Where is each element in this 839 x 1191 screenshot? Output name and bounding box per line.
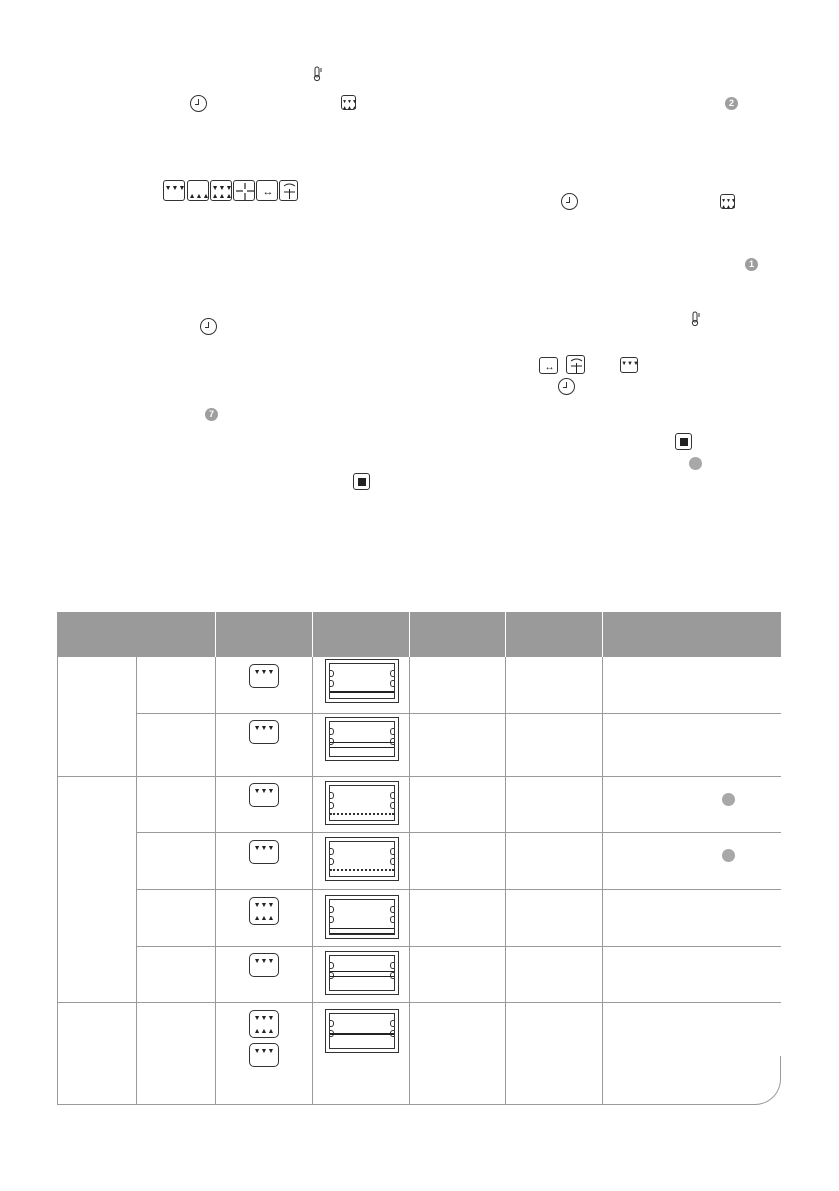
svg-text:▼▼▼: ▼▼▼: [211, 185, 233, 192]
bottom-heat-key-icon: [187, 180, 209, 201]
arrows-key-icon: [539, 357, 558, 374]
top-heat-icon: [249, 720, 279, 744]
thermometer-icon: [691, 311, 701, 327]
step-bullet-1: 1: [745, 258, 758, 271]
top-heat-key-icon: [620, 357, 638, 373]
svg-text:▲▲▲: ▲▲▲: [188, 193, 210, 200]
top-bottom-heat-key-icon: [341, 95, 356, 110]
rack-position-diagram: [325, 717, 399, 761]
rack-position-diagram: [325, 951, 399, 995]
reference-dot: [689, 457, 702, 470]
svg-text:▼▼▼: ▼▼▼: [253, 845, 275, 852]
top-heat-icon: [249, 1043, 279, 1067]
clock-icon: [200, 318, 217, 335]
svg-text:▼▼▼: ▼▼▼: [621, 361, 639, 367]
svg-text:▲▲▲: ▲▲▲: [211, 193, 233, 200]
baking-table: [57, 612, 781, 1105]
svg-text:▼▼▼: ▼▼▼: [721, 198, 736, 204]
svg-text:▼▼▼: ▼▼▼: [253, 788, 275, 795]
top-heat-icon: [249, 783, 279, 807]
rack-position-diagram: [325, 659, 399, 703]
reference-dot: [722, 849, 735, 862]
top-bottom-heat-icon: [249, 1010, 279, 1038]
top-heat-icon: [249, 664, 279, 688]
reference-dot: [722, 793, 735, 806]
rack-position-diagram: [325, 895, 399, 939]
svg-text:▼▼▼: ▼▼▼: [253, 902, 275, 909]
clock-icon: [190, 95, 207, 112]
table-header: [57, 612, 781, 657]
svg-text:▲▲▲: ▲▲▲: [253, 1028, 275, 1035]
clock-icon: [558, 378, 575, 395]
rack-position-diagram: [325, 781, 399, 825]
svg-text:↔: ↔: [544, 362, 555, 373]
rack-position-diagram: [325, 837, 399, 881]
top-bottom-heat-icon: [249, 897, 279, 925]
thermometer-icon: [313, 66, 323, 82]
svg-text:▼▼▼: ▼▼▼: [253, 958, 275, 965]
oven-mode-keys: [163, 180, 298, 202]
stop-key-icon: [353, 473, 370, 490]
step-bullet-7: 7: [205, 408, 218, 421]
svg-text:▼▼▼: ▼▼▼: [253, 669, 275, 676]
top-heat-key-icon: [163, 180, 185, 201]
top-bottom-heat-key-icon: [720, 194, 735, 209]
stop-key-icon: [675, 433, 692, 450]
svg-text:▼▼▼: ▼▼▼: [253, 1048, 275, 1055]
svg-text:▲▲▲: ▲▲▲: [253, 915, 275, 922]
svg-text:▲▲▲: ▲▲▲: [721, 204, 736, 210]
arrows-key-icon: [256, 180, 278, 201]
top-heat-icon: [249, 840, 279, 864]
top-heat-icon: [249, 953, 279, 977]
svg-text:▼▼▼: ▼▼▼: [342, 99, 357, 105]
top-bottom-heat-key-icon: [210, 180, 232, 201]
rack-position-diagram: [325, 1009, 399, 1053]
defrost-key-icon: [566, 355, 585, 374]
step-bullet-2: 2: [725, 97, 738, 110]
svg-text:↔: ↔: [262, 186, 274, 198]
defrost-key-icon: [279, 180, 298, 201]
svg-text:▼▼▼: ▼▼▼: [164, 185, 186, 192]
svg-text:▲▲▲: ▲▲▲: [342, 105, 357, 111]
clock-icon: [561, 193, 578, 210]
fan-key-icon: [233, 180, 255, 201]
svg-text:▼▼▼: ▼▼▼: [253, 1015, 275, 1022]
svg-text:▼▼▼: ▼▼▼: [253, 725, 275, 732]
